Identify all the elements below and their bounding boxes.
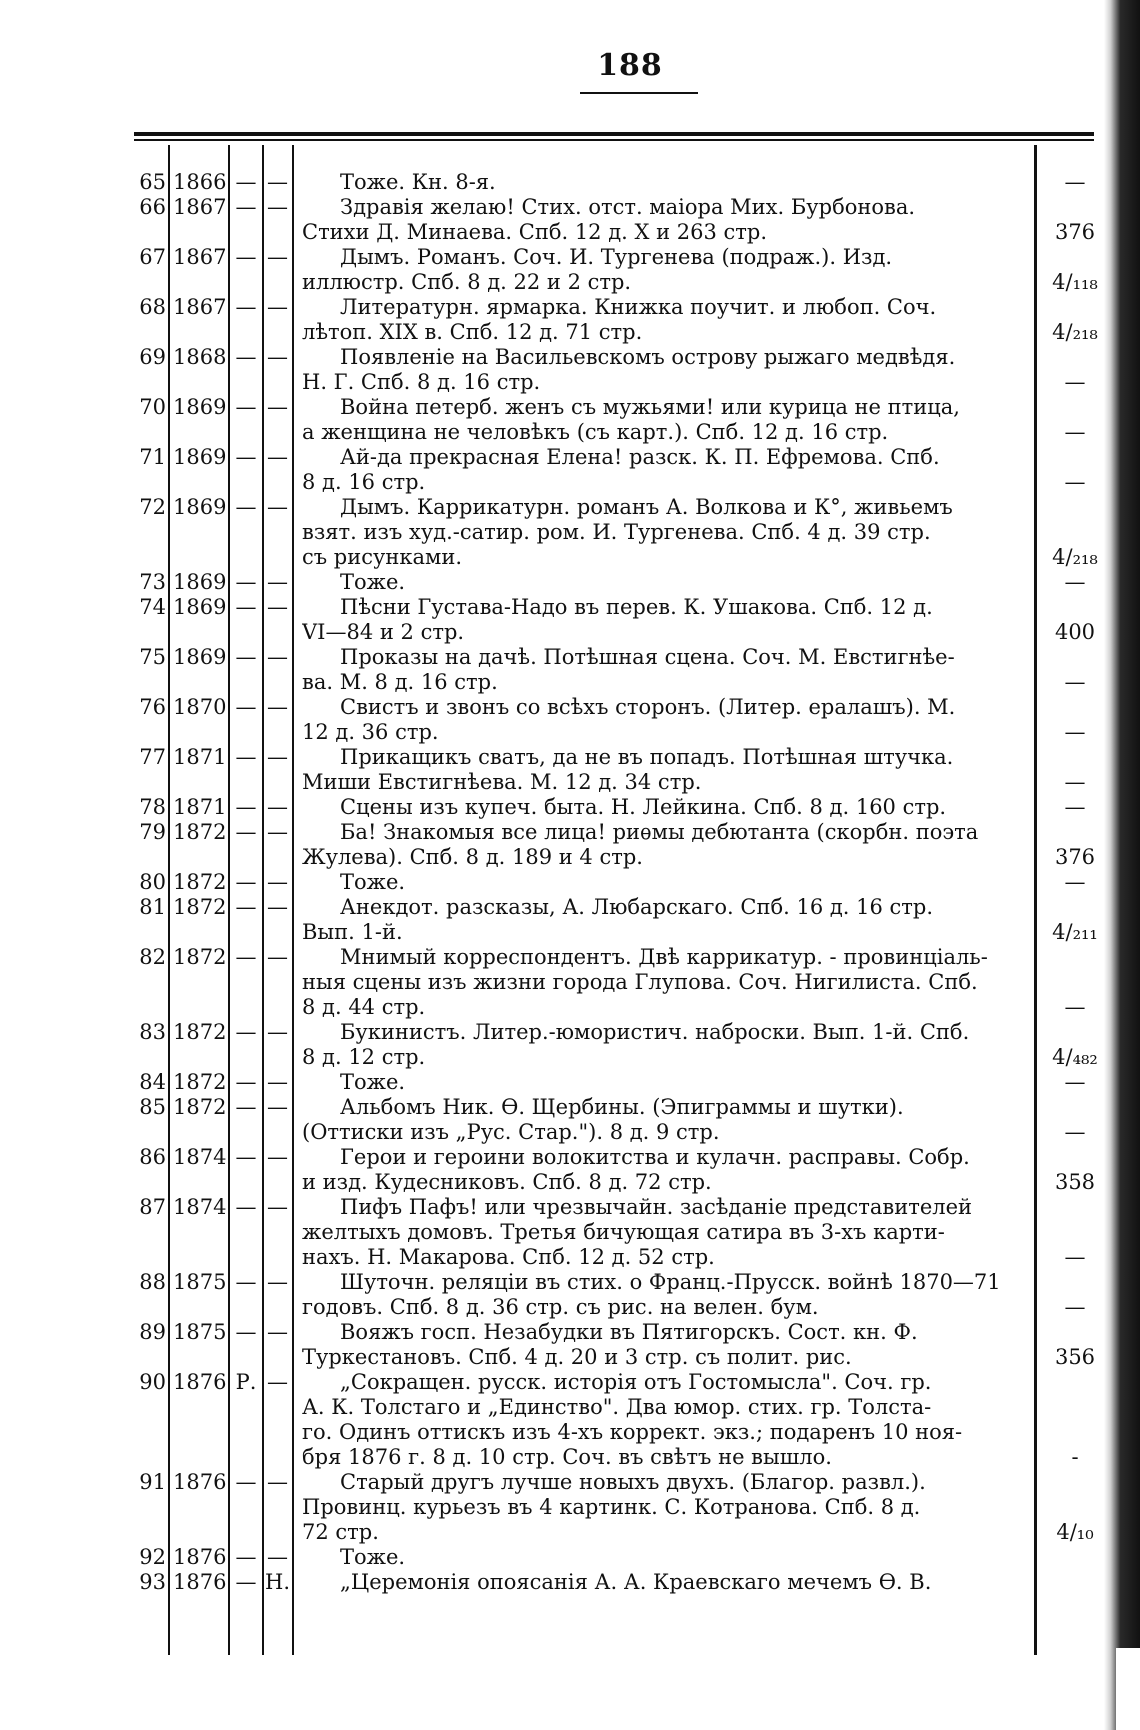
catalog-entry	[0, 795, 1100, 820]
entry-year: 1869	[173, 570, 227, 594]
entry-mark-col4: —	[267, 1070, 288, 1094]
entry-price: —	[1064, 420, 1086, 444]
entry-mark-col4: —	[267, 1020, 288, 1044]
entry-description	[302, 745, 1032, 795]
entry-description	[302, 695, 1032, 745]
entry-year: 1872	[173, 945, 227, 969]
entry-mark-col3: —	[235, 1470, 257, 1494]
entry-year: 1870	[173, 695, 227, 719]
entry-mark-col4: —	[267, 345, 288, 369]
entry-description	[302, 1270, 1032, 1320]
entry-number: 92	[139, 1545, 166, 1569]
description-line: Тоже.	[340, 870, 406, 894]
description-line: Литературн. ярмарка. Книжка поучит. и любоп. Соч.	[340, 295, 937, 319]
description-line: Шуточн. реляціи въ стих. о Франц.-Прусск. войнѣ 1870—71	[340, 1270, 1001, 1294]
entry-description	[302, 1545, 1032, 1570]
entry-mark-col4: —	[267, 395, 288, 419]
entry-price: 4/₁₀	[1056, 1520, 1094, 1544]
entry-year: 1872	[173, 1070, 227, 1094]
entry-mark-col3: —	[235, 1095, 257, 1119]
entry-number: 82	[139, 945, 166, 969]
entry-number: 89	[139, 1320, 166, 1344]
entry-year: 1875	[173, 1320, 227, 1344]
catalog-entry	[0, 695, 1100, 745]
top-rule-thick	[134, 132, 1094, 136]
entry-mark-col3: —	[235, 1020, 257, 1044]
entry-price: 358	[1054, 1170, 1096, 1194]
entry-mark-col4: —	[267, 695, 288, 719]
entry-number: 73	[139, 570, 166, 594]
entry-description	[302, 595, 1032, 645]
description-line: Миши Евстигнѣева. М. 12 д. 34 стр.	[302, 770, 702, 794]
description-line: Альбомъ Ник. Ѳ. Щербины. (Эпиграммы и шутки).	[340, 1095, 904, 1119]
entry-price: 4/₂₁₈	[1052, 545, 1098, 569]
description-line: Дымъ. Романъ. Соч. И. Тургенева (подраж.). Изд.	[340, 245, 893, 269]
description-line: Туркестановъ. Спб. 4 д. 20 и 3 стр. съ полит. рис.	[302, 1345, 852, 1369]
entry-year: 1869	[173, 395, 227, 419]
entry-year: 1867	[173, 195, 227, 219]
entry-year: 1871	[173, 745, 227, 769]
entry-mark-col4: —	[267, 1470, 288, 1494]
entry-mark-col3: —	[235, 170, 257, 194]
entry-price: —	[1064, 795, 1086, 819]
entry-mark-col3: —	[235, 870, 257, 894]
entry-description	[302, 345, 1032, 395]
catalog-entry	[0, 1095, 1100, 1145]
entry-mark-col4: —	[267, 1195, 288, 1219]
entry-description	[302, 1095, 1032, 1145]
entry-mark-col4: —	[267, 445, 288, 469]
entry-price: 400	[1054, 620, 1096, 644]
catalog-entry	[0, 745, 1100, 795]
catalog-entry	[0, 945, 1100, 1020]
entry-mark-col3: —	[235, 195, 257, 219]
catalog-entry	[0, 1470, 1100, 1545]
entry-price: 4/₄₈₂	[1052, 1045, 1098, 1069]
entry-number: 66	[139, 195, 166, 219]
entry-mark-col3: —	[235, 1320, 257, 1344]
description-line: бря 1876 г. 8 д. 10 стр. Соч. въ свѣтъ не вышло.	[302, 1445, 832, 1469]
entry-year: 1872	[173, 1095, 227, 1119]
entry-mark-col3: —	[235, 1570, 257, 1594]
entry-description	[302, 295, 1032, 345]
entry-year: 1874	[173, 1145, 227, 1169]
entry-number: 86	[139, 1145, 166, 1169]
page-number-underline	[580, 92, 698, 94]
entry-mark-col3: —	[235, 1145, 257, 1169]
description-line: а женщина не человѣкъ (съ карт.). Спб. 12 д. 16 стр.	[302, 420, 889, 444]
entry-number: 90	[139, 1370, 166, 1394]
catalog-entry	[0, 395, 1100, 445]
entry-year: 1876	[173, 1470, 227, 1494]
entry-mark-col3: —	[235, 795, 257, 819]
entry-description	[302, 1070, 1032, 1095]
entry-price: —	[1064, 870, 1086, 894]
entry-mark-col3: —	[235, 1195, 257, 1219]
catalog-entry	[0, 570, 1100, 595]
description-line: съ рисунками.	[302, 545, 463, 569]
description-line: лѣтоп. XIX в. Спб. 12 д. 71 стр.	[302, 320, 643, 344]
description-line: Дымъ. Каррикатурн. романъ А. Волкова и К°, живьемъ	[340, 495, 953, 519]
entry-number: 76	[139, 695, 166, 719]
entry-number: 84	[139, 1070, 166, 1094]
entry-price: 356	[1054, 1345, 1096, 1369]
entry-mark-col4: —	[267, 195, 288, 219]
entry-mark-col4: —	[267, 1370, 288, 1394]
description-line: Букинистъ. Литер.-юмористич. наброски. Вып. 1-й. Спб.	[340, 1020, 970, 1044]
entry-price: 376	[1054, 220, 1096, 244]
entry-description	[302, 795, 1032, 820]
entry-mark-col3: —	[235, 445, 257, 469]
entry-number: 88	[139, 1270, 166, 1294]
entry-mark-col3: —	[235, 245, 257, 269]
entry-description	[302, 245, 1032, 295]
entry-year: 1871	[173, 795, 227, 819]
description-line: желтыхъ домовъ. Третья бичующая сатира въ 3-хъ карти-	[302, 1220, 945, 1244]
entry-description	[302, 820, 1032, 870]
entry-description	[302, 395, 1032, 445]
entry-year: 1869	[173, 445, 227, 469]
entry-description	[302, 195, 1032, 245]
entry-number: 79	[139, 820, 166, 844]
entry-year: 1869	[173, 645, 227, 669]
entry-mark-col4: —	[267, 595, 288, 619]
entry-year: 1876	[173, 1545, 227, 1569]
description-line: Вояжъ госп. Незабудки въ Пятигорскъ. Сост. кн. Ф.	[340, 1320, 918, 1344]
entry-number: 75	[139, 645, 166, 669]
entry-price: —	[1064, 170, 1086, 194]
entry-year: 1872	[173, 820, 227, 844]
entry-description	[302, 945, 1032, 1020]
catalog-entry	[0, 1195, 1100, 1270]
entry-year: 1872	[173, 895, 227, 919]
description-line: ныя сцены изъ жизни города Глупова. Соч. Нигилиста. Спб.	[302, 970, 978, 994]
entry-mark-col3: —	[235, 745, 257, 769]
entry-mark-col3: —	[235, 345, 257, 369]
catalog-entry	[0, 1270, 1100, 1320]
top-rule-thin	[134, 139, 1094, 141]
description-line: „Церемонія опоясанія А. А. Краевскаго мечемъ Ѳ. В.	[340, 1570, 932, 1594]
description-line: Сцены изъ купеч. быта. Н. Лейкина. Спб. 8 д. 160 стр.	[340, 795, 947, 819]
description-line: Свистъ и звонъ со всѣхъ сторонъ. (Литер. ералашъ). М.	[340, 695, 956, 719]
entry-year: 1869	[173, 495, 227, 519]
entry-price: 4/₂₁₈	[1052, 320, 1098, 344]
description-line: Анекдот. разсказы, А. Любарскаго. Спб. 16 д. 16 стр.	[340, 895, 934, 919]
entry-number: 69	[139, 345, 166, 369]
entry-mark-col3: —	[235, 945, 257, 969]
entry-description	[302, 1570, 1032, 1595]
entry-price: —	[1064, 1245, 1086, 1269]
entry-mark-col4: —	[267, 945, 288, 969]
entry-year: 1867	[173, 295, 227, 319]
entry-mark-col4: —	[267, 1095, 288, 1119]
entry-mark-col4: —	[267, 1145, 288, 1169]
entry-price: —	[1064, 720, 1086, 744]
entry-year: 1869	[173, 595, 227, 619]
entry-price: 376	[1054, 845, 1096, 869]
description-line: 8 д. 44 стр.	[302, 995, 426, 1019]
entry-number: 71	[139, 445, 166, 469]
entry-mark-col3: —	[235, 820, 257, 844]
catalog-entry	[0, 1020, 1100, 1070]
entry-number: 72	[139, 495, 166, 519]
entry-price: —	[1064, 1120, 1086, 1144]
entry-mark-col4: —	[267, 795, 288, 819]
description-line: Мнимый корреспондентъ. Двѣ каррикатур. - провинціаль-	[340, 945, 988, 969]
entry-number: 85	[139, 1095, 166, 1119]
entry-description	[302, 645, 1032, 695]
description-line: Провинц. курьезъ въ 4 картинк. С. Котранова. Спб. 8 д.	[302, 1495, 921, 1519]
description-line: Пифъ Пафъ! или чрезвычайн. засѣданіе представителей	[340, 1195, 973, 1219]
entry-price: —	[1064, 1070, 1086, 1094]
entry-price: -	[1071, 1445, 1079, 1469]
description-line: 8 д. 16 стр.	[302, 470, 426, 494]
description-line: 8 д. 12 стр.	[302, 1045, 426, 1069]
description-line: (Оттиски изъ „Рус. Стар."). 8 д. 9 стр.	[302, 1120, 720, 1144]
entry-price: —	[1064, 570, 1086, 594]
description-line: Война петерб. женъ съ мужьями! или курица не птица,	[340, 395, 960, 419]
entry-description	[302, 170, 1032, 195]
entry-mark-col4: Н.	[265, 1570, 290, 1594]
entry-number: 68	[139, 295, 166, 319]
catalog-entry	[0, 1545, 1100, 1570]
scanned-page-edge	[1104, 0, 1140, 1730]
entry-mark-col4: —	[267, 870, 288, 894]
description-line: нахъ. Н. Макарова. Спб. 12 д. 52 стр.	[302, 1245, 715, 1269]
entry-number: 80	[139, 870, 166, 894]
catalog-entry	[0, 820, 1100, 870]
entry-description	[302, 1470, 1032, 1545]
description-line: Прикащикъ сватъ, да не въ попадъ. Потѣшная штучка.	[340, 745, 954, 769]
entry-mark-col3: —	[235, 1545, 257, 1569]
description-line: иллюстр. Спб. 8 д. 22 и 2 стр.	[302, 270, 632, 294]
entry-mark-col4: —	[267, 745, 288, 769]
entry-mark-col4: —	[267, 295, 288, 319]
description-line: Вып. 1-й.	[302, 920, 403, 944]
entry-number: 93	[139, 1570, 166, 1594]
description-line: 12 д. 36 стр.	[302, 720, 439, 744]
catalog-entry	[0, 1570, 1100, 1595]
entry-price: —	[1064, 670, 1086, 694]
entry-number: 74	[139, 595, 166, 619]
catalog-entry	[0, 1070, 1100, 1095]
entry-mark-col4: —	[267, 570, 288, 594]
scanned-page-edge-notch	[1116, 1648, 1140, 1730]
description-line: и изд. Кудесниковъ. Спб. 8 д. 72 стр.	[302, 1170, 712, 1194]
entry-year: 1872	[173, 1020, 227, 1044]
entry-mark-col4: —	[267, 245, 288, 269]
description-line: ва. М. 8 д. 16 стр.	[302, 670, 498, 694]
entry-year: 1868	[173, 345, 227, 369]
description-line: го. Одинъ оттискъ изъ 4-хъ коррект. экз.; подаренъ 10 ноя-	[302, 1420, 963, 1444]
entry-mark-col3: —	[235, 570, 257, 594]
catalog-entry	[0, 870, 1100, 895]
entry-description	[302, 1020, 1032, 1070]
entry-description	[302, 1145, 1032, 1195]
entry-price: —	[1064, 470, 1086, 494]
entry-mark-col4: —	[267, 895, 288, 919]
entry-description	[302, 445, 1032, 495]
entry-price: 4/₁₁₈	[1052, 270, 1098, 294]
catalog-entry	[0, 295, 1100, 345]
entry-description	[302, 570, 1032, 595]
entry-year: 1876	[173, 1570, 227, 1594]
catalog-entry	[0, 1320, 1100, 1370]
entry-description	[302, 1370, 1032, 1470]
catalog-table	[0, 170, 1100, 1595]
entry-year: 1872	[173, 870, 227, 894]
entry-price: 4/₂₁₁	[1052, 920, 1098, 944]
entry-number: 67	[139, 245, 166, 269]
entry-price: —	[1064, 770, 1086, 794]
entry-mark-col4: —	[267, 1320, 288, 1344]
entry-description	[302, 895, 1032, 945]
entry-number: 87	[139, 1195, 166, 1219]
description-line: Старый другъ лучше новыхъ двухъ. (Благор. развл.).	[340, 1470, 926, 1494]
entry-mark-col4: —	[267, 645, 288, 669]
entry-mark-col4: —	[267, 1545, 288, 1569]
catalog-entry	[0, 445, 1100, 495]
entry-number: 65	[139, 170, 166, 194]
entry-mark-col3: —	[235, 1070, 257, 1094]
description-line: А. К. Толстаго и „Единство". Два юмор. стих. гр. Толста-	[302, 1395, 932, 1419]
entry-mark-col4: —	[267, 495, 288, 519]
entry-mark-col3: —	[235, 695, 257, 719]
entry-number: 77	[139, 745, 166, 769]
description-line: Тоже. Кн. 8-я.	[340, 170, 496, 194]
description-line: Появленіе на Васильевскомъ островy рыжаго медвѣдя.	[340, 345, 956, 369]
catalog-entry	[0, 645, 1100, 695]
entry-mark-col3: Р.	[235, 1370, 257, 1394]
catalog-entry	[0, 1370, 1100, 1470]
entry-mark-col3: —	[235, 645, 257, 669]
catalog-entry	[0, 345, 1100, 395]
entry-description	[302, 495, 1032, 570]
description-line: 72 стр.	[302, 1520, 379, 1544]
catalog-entry	[0, 195, 1100, 245]
description-line: Здравія желаю! Стих. отст. маіора Мих. Бурбонова.	[340, 195, 916, 219]
entry-mark-col3: —	[235, 1270, 257, 1294]
entry-mark-col3: —	[235, 395, 257, 419]
description-line: годовъ. Спб. 8 д. 36 стр. съ рис. на велен. бум.	[302, 1295, 819, 1319]
description-line: взят. изъ худ.-сатир. ром. И. Тургенева. Спб. 4 д. 39 стр.	[302, 520, 931, 544]
entry-number: 91	[139, 1470, 166, 1494]
entry-number: 81	[139, 895, 166, 919]
entry-mark-col4: —	[267, 170, 288, 194]
catalog-entry	[0, 895, 1100, 945]
entry-mark-col3: —	[235, 495, 257, 519]
catalog-entry	[0, 1145, 1100, 1195]
description-line: Герои и героини волокитства и кулачн. расправы. Собр.	[340, 1145, 970, 1169]
page-number: 188	[597, 48, 663, 83]
entry-year: 1876	[173, 1370, 227, 1394]
description-line: Н. Г. Спб. 8 д. 16 стр.	[302, 370, 541, 394]
catalog-entry	[0, 170, 1100, 195]
entry-number: 70	[139, 395, 166, 419]
description-line: Тоже.	[340, 570, 406, 594]
entry-mark-col3: —	[235, 895, 257, 919]
entry-mark-col3: —	[235, 295, 257, 319]
entry-description	[302, 1320, 1032, 1370]
description-line: Ай-да прекрасная Елена! разск. К. П. Ефремова. Спб.	[340, 445, 940, 469]
entry-description	[302, 1195, 1032, 1270]
description-line: VI—84 и 2 стр.	[302, 620, 465, 644]
description-line: Стихи Д. Минаева. Спб. 12 д. X и 263 стр.	[302, 220, 768, 244]
catalog-entry	[0, 495, 1100, 570]
description-line: Проказы на дачѣ. Потѣшная сцена. Соч. М. Евстигнѣе-	[340, 645, 955, 669]
catalog-entry	[0, 245, 1100, 295]
description-line: Ба! Знакомыя все лица! риѳмы дебютанта (скорбн. поэта	[340, 820, 979, 844]
entry-description	[302, 870, 1032, 895]
entry-year: 1867	[173, 245, 227, 269]
entry-number: 83	[139, 1020, 166, 1044]
entry-price: —	[1064, 1295, 1086, 1319]
entry-year: 1875	[173, 1270, 227, 1294]
description-line: Пѣсни Густава-Надо въ перев. К. Ушакова. Спб. 12 д.	[340, 595, 933, 619]
description-line: „Сокращен. русск. исторія отъ Гостомысла". Соч. гр.	[340, 1370, 932, 1394]
description-line: Тоже.	[340, 1070, 406, 1094]
entry-mark-col3: —	[235, 595, 257, 619]
entry-year: 1866	[173, 170, 227, 194]
entry-price: —	[1064, 370, 1086, 394]
entry-mark-col4: —	[267, 820, 288, 844]
entry-number: 78	[139, 795, 166, 819]
entry-year: 1874	[173, 1195, 227, 1219]
description-line: Жулева). Спб. 8 д. 189 и 4 стр.	[302, 845, 643, 869]
entry-price: —	[1064, 995, 1086, 1019]
entry-mark-col4: —	[267, 1270, 288, 1294]
catalog-entry	[0, 595, 1100, 645]
description-line: Тоже.	[340, 1545, 406, 1569]
